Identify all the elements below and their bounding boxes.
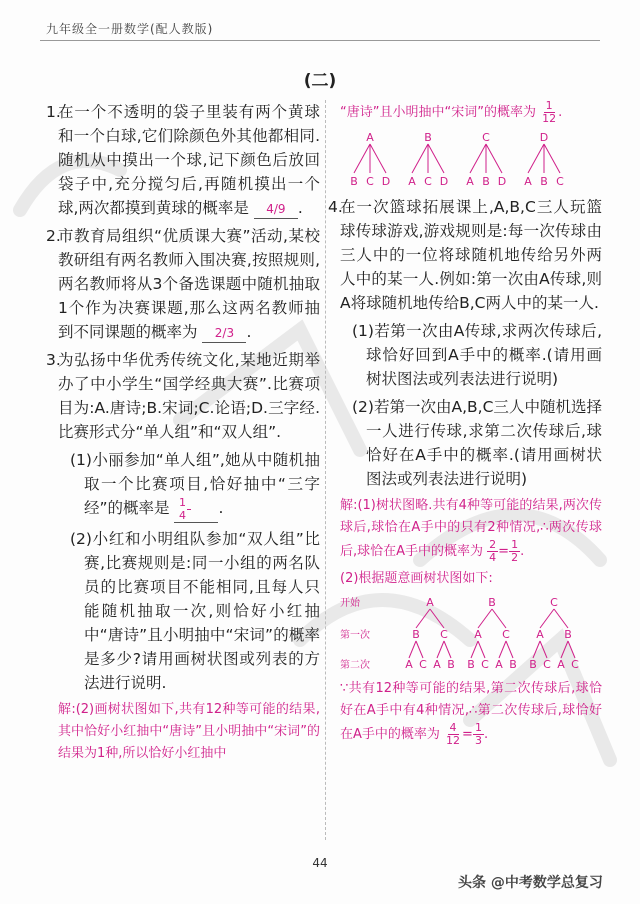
fraction-denominator: 4: [178, 509, 186, 522]
tree-branch: [437, 641, 444, 658]
tree-node-second: A: [495, 658, 503, 671]
tree-branch: [470, 144, 486, 173]
sub-question-text: (2)若第一次由A,B,C三人中随机选择一人进行传球,求第二次传球后,球恰好在A手中的概率.(请用画树状图法或列表法进行说明): [352, 398, 602, 488]
sub-question-text: (1)小丽参加“单人组”,她从中随机抽取一个比赛项目,恰好抽中“三字经”的概率是: [70, 451, 320, 517]
question-3-solution-continued: “唐诗”且小明抽中“宋词”的概率为 $\frac{1}{12}$ .: [340, 99, 563, 125]
left-column: [46, 100, 320, 769]
tree-branch: [533, 641, 540, 658]
tree-branch: [416, 641, 423, 658]
tree-node-second: C: [481, 658, 489, 671]
tree-node-first: B: [564, 628, 572, 641]
fraction-numerator: 1: [187, 497, 191, 510]
right-column: [328, 99, 602, 751]
period: .: [246, 323, 252, 341]
tree-node-root: B: [488, 596, 496, 609]
answer-blank: [174, 497, 218, 523]
tree-branch: [499, 641, 506, 658]
tree-branch: [540, 609, 554, 628]
tree-branch: [409, 641, 416, 658]
tree-node-child: C: [556, 175, 564, 188]
tree-node-child: C: [366, 175, 374, 188]
question-2: [46, 224, 320, 344]
question-4-solution-3: ∵共有12种等可能的结果,第二次传球后,球恰好在A手中有4种情况,∴第二次传球后,球恰好在A手中的概率为 $\frac{4}{12}$ = $\frac{1}{3}$ .: [340, 681, 602, 747]
tree-branch: [412, 144, 428, 173]
question-4-solution-2: [340, 568, 602, 590]
fraction-numerator: 1: [545, 99, 553, 112]
tree-node-second: B: [529, 658, 537, 671]
question-3-part-1: (1)小丽参加“单人组”,她从中随机抽取一个比赛项目,恰好抽中“三字经”的概率是 $\frac{1}{4}$ .: [70, 451, 320, 522]
tree-node-first: A: [536, 628, 544, 641]
period: .: [297, 199, 303, 217]
fraction: [444, 722, 462, 747]
tree-branch: [492, 609, 506, 628]
tree-branch: [486, 144, 502, 173]
solution-text: “唐诗”且小明抽中“宋词”的概率为: [340, 105, 536, 120]
tree-branch: [544, 144, 560, 173]
question-3-part-2: [70, 527, 320, 695]
question-number: 2.: [46, 227, 61, 245]
tree-branch: [506, 641, 513, 658]
book-header: 九年级全一册数学(配人教版): [46, 22, 214, 36]
sub-question-text: (1)若第一次由A传球,求两次传球后,球恰好回到A手中的概率.(请用画树状图法或列表法进行说明): [352, 322, 602, 388]
tree-node-second: A: [405, 658, 413, 671]
tree-node-parent: B: [424, 131, 432, 144]
question-3-solution: [58, 699, 320, 765]
tree-node-first: B: [412, 628, 420, 641]
fraction-numerator: 4: [449, 721, 457, 734]
question-4: [328, 195, 602, 315]
tree-node-second: A: [433, 658, 441, 671]
tree-node-first: C: [440, 628, 448, 641]
question-number: 3.: [46, 351, 61, 369]
tree-branch: [416, 609, 430, 628]
tree-branch: [478, 641, 485, 658]
tree-node-second: A: [557, 658, 565, 671]
header-rule: [40, 40, 600, 41]
answer-blank: 4/9: [254, 200, 298, 219]
tree-node-first: A: [474, 628, 482, 641]
tree-branch: [540, 641, 547, 658]
solution-text: (2)根据题意画树状图如下:: [340, 571, 493, 586]
tree-node-parent: C: [482, 131, 490, 144]
fraction-numerator: 2: [489, 538, 497, 551]
tree-branch: [428, 144, 444, 173]
tree-node-second: C: [571, 658, 579, 671]
tree-branch: [354, 144, 370, 173]
fraction-denominator: 4: [489, 551, 497, 564]
tree-node-second: B: [509, 658, 517, 671]
tree-node-parent: D: [539, 131, 549, 144]
question-text: 市教育局组织“优质课大赛”活动,某校教研组有两名教师入围决赛,按照规则,两名教师将从3个备选课题中随机抽取1个作为决赛课题,那么这两名教师抽到不同课题的概率为: [58, 227, 320, 341]
tree-branch: [370, 144, 386, 173]
sub-question-text: (2)小红和小明组队参加“双人组”比赛,比赛规则是:同一小组的两名队员的比赛项目不能相同,且每人只能随机抽取一次,则恰好小红抽中“唐诗”且小明抽中“宋词”的概率是多少?请用画树状图或列表的方法进行说明.: [70, 530, 320, 692]
fraction: [473, 722, 484, 747]
tree-label-first: 第一次: [340, 630, 370, 641]
tree-node-child: A: [466, 175, 474, 188]
tree-node-parent: A: [366, 131, 374, 144]
solution-text: 解:(2)画树状图如下,共有12种等可能的结果,其中恰好小红抽中“唐诗”且小明抽中“宋词”的结果为1种,所以恰好小红抽中: [58, 702, 320, 761]
tree-branch: [444, 641, 451, 658]
tree-node-child: D: [439, 175, 449, 188]
fraction: [509, 539, 520, 564]
tree-node-second: C: [419, 658, 427, 671]
tree-branch: [471, 641, 478, 658]
tree-diagram-q4: [340, 594, 590, 674]
tree-node-child: D: [497, 175, 507, 188]
tree-node-second: C: [543, 658, 551, 671]
question-1: [46, 100, 320, 220]
fraction-denominator: 12: [542, 112, 557, 125]
question-number: 4.: [328, 198, 343, 216]
tree-node-second: B: [467, 658, 475, 671]
tree-label-start: 开始: [340, 598, 360, 609]
question-4-solution-1: 解:(1)树状图略.共有4种等可能的结果,两次传球后,球恰在A手中的只有2种情况,∴两次传球后,球恰在A手中的概率为 $\frac{2}{4}$ = $\frac{1}{2}$ .: [340, 498, 602, 564]
tree-branch: [478, 609, 492, 628]
tree-branch: [568, 641, 575, 658]
tree-node-child: B: [350, 175, 358, 188]
tree-diagram-q3: [340, 129, 580, 191]
tree-branch: [554, 609, 568, 628]
fraction: [540, 100, 558, 125]
fraction: [178, 496, 191, 522]
section-title: (二): [303, 71, 337, 91]
fraction-denominator: 3: [474, 734, 482, 747]
tree-branch: [430, 609, 444, 628]
tree-node-child: D: [381, 175, 391, 188]
answer-blank: 2/3: [202, 324, 246, 343]
fraction-denominator: 2: [511, 551, 519, 564]
question-4-part-2: [352, 395, 602, 491]
tree-node-root: A: [426, 596, 434, 609]
page-number: 44: [312, 856, 328, 870]
fraction: [487, 539, 498, 564]
solution-text: 解:(1)树状图略.共有4种等可能的结果,两次传球后,球恰在A手中的只有2种情况,∴两次传球后,球恰在A手中的概率为: [340, 498, 602, 559]
tree-node-child: A: [408, 175, 416, 188]
tree-branch: [561, 641, 568, 658]
question-number: 1.: [46, 103, 61, 121]
tree-branch: [528, 144, 544, 173]
question-3: [46, 348, 320, 444]
fraction-denominator: 12: [446, 734, 461, 747]
question-text: 在一个不透明的袋子里装有两个黄球和一个白球,它们除颜色外其他都相同.随机从中摸出一个球,记下颜色后放回袋子中,充分搅匀后,再随机摸出一个球,两次都摸到黄球的概率是: [58, 103, 320, 217]
tree-node-child: A: [524, 175, 532, 188]
tree-node-first: C: [502, 628, 510, 641]
question-4-part-1: [352, 319, 602, 391]
solution-text: ∵共有12种等可能的结果,第二次传球后,球恰好在A手中有4种情况,∴第二次传球后,球恰好在A手中的概率为: [340, 681, 602, 742]
tree-node-child: C: [424, 175, 432, 188]
tree-node-child: B: [540, 175, 548, 188]
tree-node-root: C: [550, 596, 558, 609]
column-divider: [325, 100, 326, 840]
fraction-numerator: 1: [511, 538, 519, 551]
credit-watermark: 头条 @中考数学总复习: [458, 875, 603, 891]
tree-node-second: B: [447, 658, 455, 671]
tree-label-second: 第二次: [340, 660, 370, 671]
question-text: 为弘扬中华优秀传统文化,某地近期举办了中小学生“国学经典大赛”.比赛项目为:A.唐诗;B.宋词;C.论语;D.三字经.比赛形式分“单人组”和“双人组”.: [58, 351, 320, 441]
tree-node-child: B: [482, 175, 490, 188]
question-text: 在一次篮球拓展课上,A,B,C三人玩篮球传球游戏,游戏规则是:每一次传球由三人中的一位将球随机地传给另外两人中的某一人.例如:第一次由A传球,则A将球随机地传给B,C两人中的某一人.: [340, 198, 602, 312]
fraction-numerator: 1: [474, 721, 482, 734]
